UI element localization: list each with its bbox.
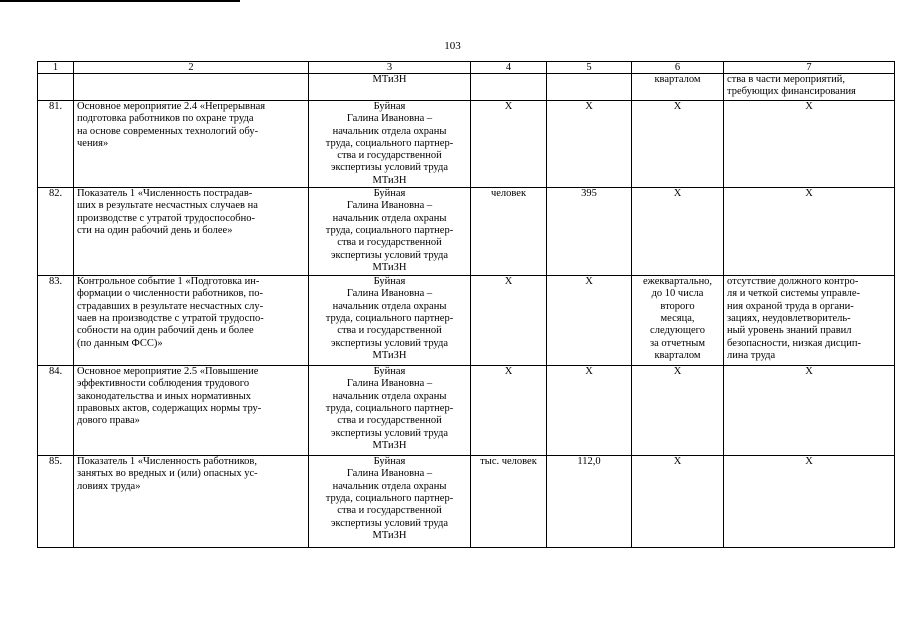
name-cell: Показатель 1 «Численность работников, занятых во вредных и (или) опасных ус- ловиях труда» [74, 456, 309, 548]
page-number: 103 [444, 40, 461, 52]
name-cell: Показатель 1 «Численность пострадав- ших в результате несчастных случаев на производстве с утратой трудоспособно- сти на один рабочий день и более» [74, 188, 309, 276]
risks-cell: X [724, 188, 895, 276]
column-header: 7 [724, 62, 895, 74]
unit-cell: X [471, 101, 547, 188]
name-cell: Основное мероприятие 2.5 «Повышение эффективности соблюдения трудового законодательства и иных нормативных правовых актов, содержащих нормы тру- дового права» [74, 366, 309, 456]
table-row [38, 366, 895, 456]
row-number-cell: 84. [38, 366, 74, 456]
value-cell: 112,0 [547, 456, 632, 548]
responsible-cell: Буйная Галина Ивановна – начальник отдела охраны труда, социального партнер- ства и государственной экспертизы условий труда МТиЗН [309, 276, 471, 366]
row-number-cell: 82. [38, 188, 74, 276]
row-number-cell [38, 74, 74, 101]
value-cell: X [547, 276, 632, 366]
deadline-cell: X [632, 366, 724, 456]
value-cell: 395 [547, 188, 632, 276]
responsible-cell: Буйная Галина Ивановна – начальник отдела охраны труда, социального партнер- ства и государственной экспертизы условий труда МТиЗН [309, 456, 471, 548]
unit-cell: тыс. человек [471, 456, 547, 548]
column-header: 4 [471, 62, 547, 74]
table-row [38, 101, 895, 188]
unit-cell [471, 74, 547, 101]
table-row [38, 188, 895, 276]
risks-cell: X [724, 101, 895, 188]
deadline-cell: кварталом [632, 74, 724, 101]
value-cell: X [547, 366, 632, 456]
deadline-cell: X [632, 456, 724, 548]
row-number-cell: 81. [38, 101, 74, 188]
responsible-cell: Буйная Галина Ивановна – начальник отдела охраны труда, социального партнер- ства и государственной экспертизы условий труда МТиЗН [309, 366, 471, 456]
unit-cell: X [471, 366, 547, 456]
name-cell [74, 74, 309, 101]
column-header: 3 [309, 62, 471, 74]
value-cell [547, 74, 632, 101]
deadline-cell: X [632, 101, 724, 188]
table-row [38, 456, 895, 548]
column-header: 5 [547, 62, 632, 74]
row-number-cell: 85. [38, 456, 74, 548]
value-cell: X [547, 101, 632, 188]
risks-cell: X [724, 456, 895, 548]
data-table [37, 61, 895, 548]
name-cell: Контрольное событие 1 «Подготовка ин- формации о численности работников, по- страдавших в результате несчастных слу- чаев на производстве с утратой трудоспо- собности на один рабочий день и более (по данным ФСС)» [74, 276, 309, 366]
deadline-cell: X [632, 188, 724, 276]
responsible-cell: МТиЗН [309, 74, 471, 101]
risks-cell: ства в части мероприятий, требующих финансирования [724, 74, 895, 101]
risks-cell: отсутствие должного контро- ля и четкой системы управле- ния охраной труда в органи- зациях, неудовлетворитель- ный уровень знаний правил безопасности, низкая дисцип- лина труда [724, 276, 895, 366]
responsible-cell: Буйная Галина Ивановна – начальник отдела охраны труда, социального партнер- ства и государственной экспертизы условий труда МТиЗН [309, 101, 471, 188]
deadline-cell: ежеквартально, до 10 числа второго месяца, следующего за отчетным кварталом [632, 276, 724, 366]
column-number-row [38, 62, 895, 74]
risks-cell: X [724, 366, 895, 456]
column-header: 2 [74, 62, 309, 74]
row-number-cell: 83. [38, 276, 74, 366]
table-row [38, 276, 895, 366]
responsible-cell: Буйная Галина Ивановна – начальник отдела охраны труда, социального партнер- ства и государственной экспертизы условий труда МТиЗН [309, 188, 471, 276]
column-header: 1 [38, 62, 74, 74]
continuation-row [38, 74, 895, 101]
column-header: 6 [632, 62, 724, 74]
unit-cell: X [471, 276, 547, 366]
name-cell: Основное мероприятие 2.4 «Непрерывная подготовка работников по охране труда на основе современных технологий обу- чения» [74, 101, 309, 188]
top-rule [0, 0, 240, 2]
unit-cell: человек [471, 188, 547, 276]
